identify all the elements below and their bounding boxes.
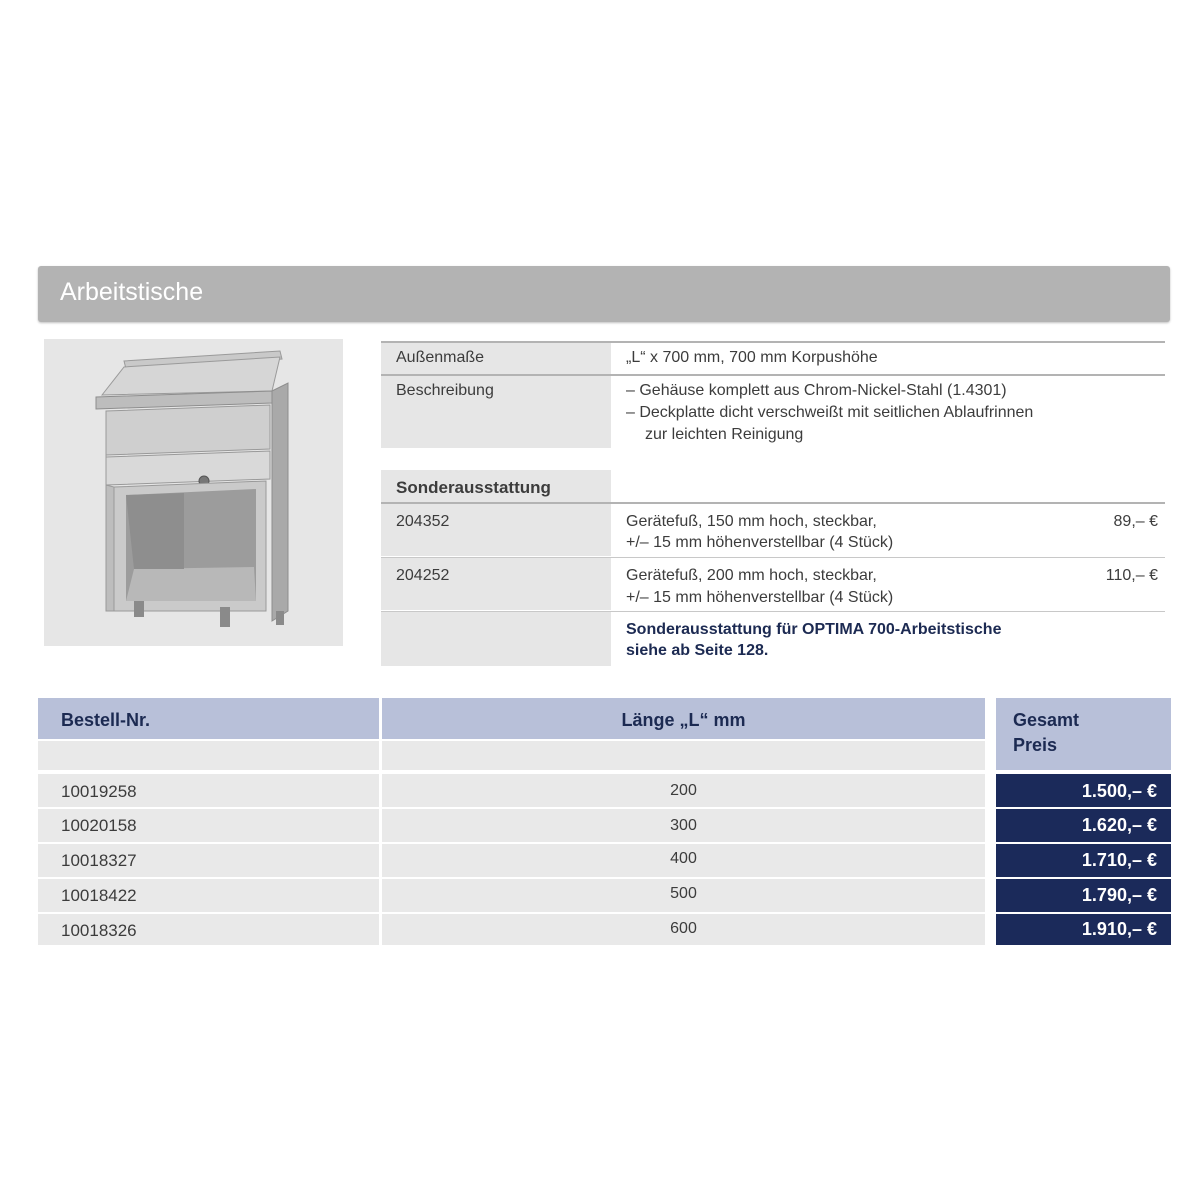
description-line-1: – Gehäuse komplett aus Chrom-Nickel-Stahl (1.4301) <box>626 382 1007 399</box>
row-5-laenge: 600 <box>670 920 697 937</box>
table-row-1-nr-cell <box>38 774 379 807</box>
product-image <box>44 339 343 646</box>
row-4-nr: 10018422 <box>61 886 137 905</box>
table-row-3-nr-cell <box>38 844 379 877</box>
row-2-laenge: 300 <box>670 817 697 834</box>
subheader-bestell <box>38 741 379 770</box>
row-3-nr: 10018327 <box>61 851 137 870</box>
option-code-2: 204252 <box>396 567 450 584</box>
row-5-nr: 10018326 <box>61 921 137 940</box>
table-row-5-price-cell <box>996 914 1171 945</box>
row-3-price: 1.710,– € <box>1081 850 1157 870</box>
option-code-1: 204352 <box>396 513 450 530</box>
header-laenge-cell <box>382 698 985 739</box>
row-1-price: 1.500,– € <box>1081 781 1157 801</box>
section-title-bar <box>38 266 1170 322</box>
row-4-price: 1.790,– € <box>1081 885 1157 905</box>
description-line-3: zur leichten Reinigung <box>645 426 804 443</box>
option-price-1: 89,– € <box>1113 513 1158 530</box>
value-aussenmasse: „L“ x 700 mm, 700 mm Korpushöhe <box>626 349 878 366</box>
row-2-price: 1.620,– € <box>1081 815 1157 835</box>
subheader-laenge <box>382 741 985 770</box>
table-row-5-nr-cell <box>38 914 379 945</box>
option-desc-1-line-1: Gerätefuß, 150 mm hoch, steckbar, <box>626 513 877 530</box>
option-price-2: 110,– € <box>1105 567 1158 584</box>
table-row-5-laenge-cell <box>382 914 985 945</box>
row-1-nr: 10019258 <box>61 782 137 801</box>
row-4-laenge: 500 <box>670 885 697 902</box>
row-1-laenge: 200 <box>670 782 697 799</box>
description-line-2: – Deckplatte dicht verschweißt mit seitlichen Ablaufrinnen <box>626 404 1034 421</box>
table-row-3-laenge-cell <box>382 844 985 877</box>
table-row-2-price-cell <box>996 809 1171 842</box>
header-laenge: Länge „L“ mm <box>621 710 746 730</box>
options-heading: Sonderausstattung <box>396 478 551 497</box>
table-row-4-price-cell <box>996 879 1171 912</box>
option-desc-2-line-2: +/– 15 mm höhenverstellbar (4 Stück) <box>626 589 894 606</box>
table-row-2-laenge-cell <box>382 809 985 842</box>
option-desc-1-line-2: +/– 15 mm höhenverstellbar (4 Stück) <box>626 534 894 551</box>
table-row-1-price-cell <box>996 774 1171 807</box>
label-beschreibung: Beschreibung <box>396 382 494 399</box>
options-note-line-2: siehe ab Seite 128. <box>626 642 769 659</box>
label-aussenmasse: Außenmaße <box>396 349 485 366</box>
row-2-nr: 10020158 <box>61 816 137 835</box>
header-bestell: Bestell-Nr. <box>61 710 151 730</box>
table-row-4-laenge-cell <box>382 879 985 912</box>
header-preis: Preis <box>1013 735 1058 755</box>
header-gesamt-cell <box>996 698 1171 770</box>
option-desc-2-line-1: Gerätefuß, 200 mm hoch, steckbar, <box>626 567 877 584</box>
row-3-laenge: 400 <box>670 850 697 867</box>
table-row-1-laenge-cell <box>382 774 985 807</box>
header-gesamt: Gesamt <box>1013 710 1080 730</box>
worktable-illustration <box>44 339 343 646</box>
table-row-4-nr-cell <box>38 879 379 912</box>
header-bestell-cell <box>38 698 379 739</box>
note-label-cell <box>381 612 611 666</box>
section-title: Arbeitstische <box>60 278 204 306</box>
options-note-line-1: Sonderausstattung für OPTIMA 700-Arbeitstische <box>626 621 1002 638</box>
table-row-2-nr-cell <box>38 809 379 842</box>
row-5-price: 1.910,– € <box>1081 919 1157 939</box>
table-row-3-price-cell <box>996 844 1171 877</box>
